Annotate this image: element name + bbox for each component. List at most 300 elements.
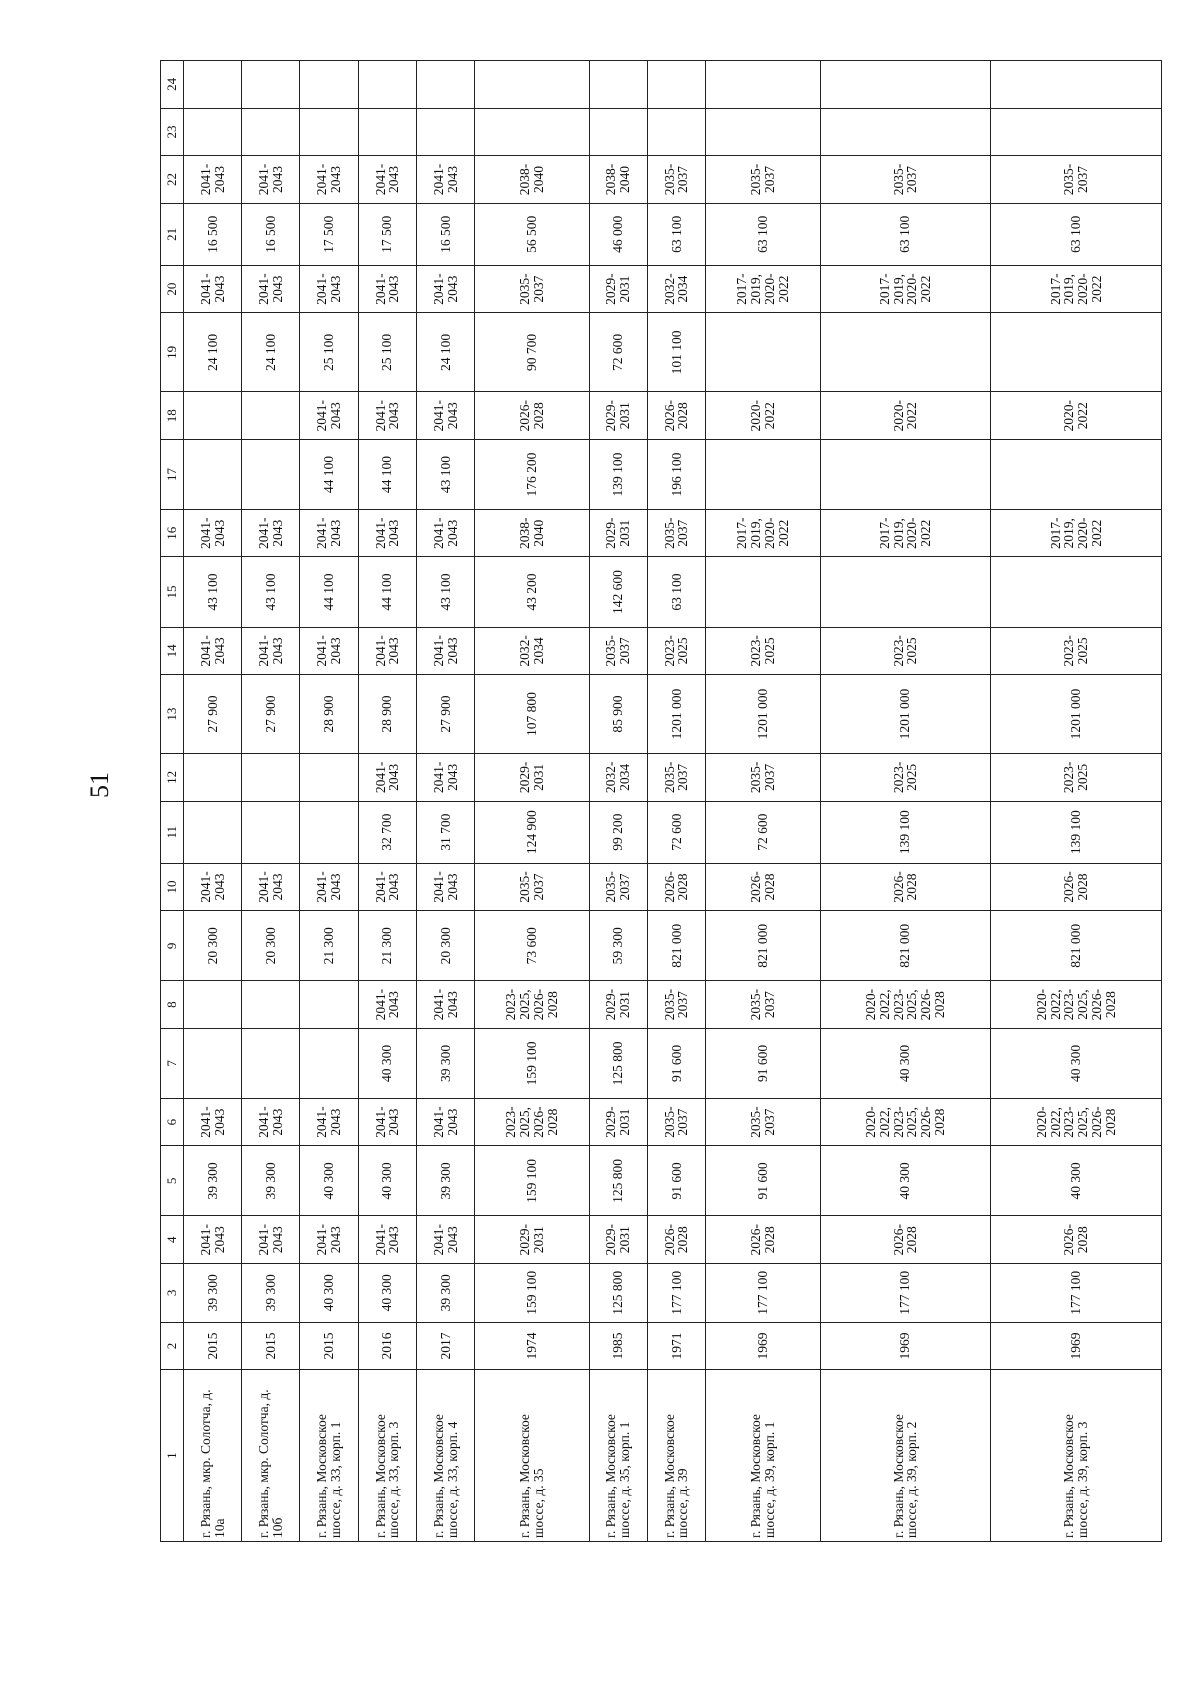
table-cell [242, 981, 300, 1028]
table-cell [300, 801, 358, 863]
table-cell: 39 300 [242, 1263, 300, 1322]
table-cell: 1201 000 [820, 675, 991, 754]
table-cell [300, 1028, 358, 1098]
table-cell: 2029-2031 [589, 510, 647, 557]
table-cell: 2041-2043 [358, 510, 416, 557]
table-cell: 2041-2043 [416, 392, 474, 439]
table-cell: 2041-2043 [242, 627, 300, 674]
table-cell: 2041-2043 [184, 265, 242, 312]
table-cell: 44 100 [300, 439, 358, 509]
table-cell: 40 300 [820, 1028, 991, 1098]
table-cell: 44 100 [358, 439, 416, 509]
table-cell: 139 100 [589, 439, 647, 509]
table-cell: 2026-2028 [647, 1216, 705, 1263]
table-cell: 21 300 [358, 911, 416, 981]
table-cell: 43 100 [416, 439, 474, 509]
table-cell: 39 300 [184, 1146, 242, 1216]
table-cell [706, 557, 820, 627]
table-cell: 2020-2022, 2023-2025, 2026-2028 [820, 981, 991, 1028]
table-cell: 2041-2043 [358, 754, 416, 801]
table-cell: 2026-2028 [475, 392, 589, 439]
column-header-1: 1 [161, 1370, 184, 1542]
table-cell [647, 108, 705, 155]
table-cell: 43 100 [416, 557, 474, 627]
address-cell: г. Рязань, мкр. Солотча, д. 10б [242, 1370, 300, 1542]
table-cell: 43 200 [475, 557, 589, 627]
table-cell: 20 300 [242, 911, 300, 981]
table-cell: 31 700 [416, 801, 474, 863]
table-cell: 2041-2043 [300, 510, 358, 557]
table-row [300, 61, 358, 1542]
table-cell [184, 981, 242, 1028]
table-cell: 16 500 [242, 203, 300, 265]
table-cell: 90 700 [475, 313, 589, 392]
table-cell: 2023-2025, 2026-2028 [475, 981, 589, 1028]
column-header-24: 24 [161, 61, 184, 109]
table-cell: 2035-2037 [647, 156, 705, 203]
table-row [184, 61, 242, 1542]
table-cell: 17 500 [300, 203, 358, 265]
table-cell: 72 600 [647, 801, 705, 863]
table-cell: 139 100 [991, 801, 1162, 863]
table-cell [820, 557, 991, 627]
table-cell [991, 108, 1162, 155]
address-cell: г. Рязань, Московское шоссе, д. 35, корп. 1 [589, 1370, 647, 1542]
table-cell [820, 313, 991, 392]
table-cell: 2041-2043 [358, 156, 416, 203]
table-cell: 2026-2028 [991, 863, 1162, 910]
table-row [820, 61, 991, 1542]
table-cell: 24 100 [416, 313, 474, 392]
column-header-23: 23 [161, 108, 184, 155]
table-cell: 2026-2028 [706, 863, 820, 910]
column-header-2: 2 [161, 1322, 184, 1369]
table-cell: 2041-2043 [416, 1216, 474, 1263]
table-cell: 821 000 [647, 911, 705, 981]
table-cell: 2041-2043 [416, 156, 474, 203]
table-cell: 43 100 [184, 557, 242, 627]
table-cell: 63 100 [647, 557, 705, 627]
table-cell: 20 300 [184, 911, 242, 981]
table-cell: 1201 000 [706, 675, 820, 754]
table-cell: 2041-2043 [184, 1098, 242, 1145]
column-header-18: 18 [161, 392, 184, 439]
column-header-20: 20 [161, 265, 184, 312]
column-header-7: 7 [161, 1028, 184, 1098]
table-cell: 2041-2043 [184, 510, 242, 557]
table-cell: 2035-2037 [706, 1098, 820, 1145]
table-cell: 2035-2037 [589, 863, 647, 910]
table-cell: 1971 [647, 1322, 705, 1369]
address-cell: г. Рязань, Московское шоссе, д. 39 [647, 1370, 705, 1542]
table-cell [820, 61, 991, 109]
table-cell: 2035-2037 [647, 754, 705, 801]
table-cell [991, 313, 1162, 392]
table-cell [242, 1028, 300, 1098]
column-header-13: 13 [161, 675, 184, 754]
table-cell: 2041-2043 [358, 1098, 416, 1145]
table-cell: 2020-2022 [706, 392, 820, 439]
table-cell: 2020-2022 [991, 392, 1162, 439]
table-cell: 2023-2025 [820, 627, 991, 674]
table-cell: 2032-2034 [589, 754, 647, 801]
table-cell: 2038-2040 [475, 510, 589, 557]
table-cell: 39 300 [416, 1028, 474, 1098]
address-cell: г. Рязань, Московское шоссе, д. 33, корп. 3 [358, 1370, 416, 1542]
table-cell: 2023-2025 [820, 754, 991, 801]
table-cell: 2017-2019, 2020-2022 [991, 510, 1162, 557]
table-cell: 28 900 [358, 675, 416, 754]
table-cell: 2029-2031 [475, 754, 589, 801]
table-cell [184, 754, 242, 801]
table-cell: 2041-2043 [358, 392, 416, 439]
table-cell [706, 108, 820, 155]
table-cell [358, 108, 416, 155]
table-cell: 40 300 [300, 1146, 358, 1216]
table-cell: 25 100 [358, 313, 416, 392]
table-cell: 2041-2043 [242, 265, 300, 312]
column-header-17: 17 [161, 439, 184, 509]
table-cell [589, 61, 647, 109]
table-row [706, 61, 820, 1542]
table-cell: 2026-2028 [647, 863, 705, 910]
table-cell: 39 300 [184, 1263, 242, 1322]
table-cell: 2035-2037 [647, 1098, 705, 1145]
table-cell [242, 61, 300, 109]
table-cell [184, 1028, 242, 1098]
table-cell: 20 300 [416, 911, 474, 981]
table-cell: 2035-2037 [706, 981, 820, 1028]
table-cell: 2029-2031 [589, 392, 647, 439]
table-cell [358, 61, 416, 109]
table-row [589, 61, 647, 1542]
column-header-3: 3 [161, 1263, 184, 1322]
table-cell: 2041-2043 [358, 627, 416, 674]
table-cell: 2026-2028 [820, 863, 991, 910]
table-cell: 139 100 [820, 801, 991, 863]
table-cell: 2029-2031 [589, 265, 647, 312]
table-cell: 2041-2043 [358, 1216, 416, 1263]
table-row [647, 61, 705, 1542]
table-cell: 2041-2043 [184, 863, 242, 910]
table-cell: 2035-2037 [475, 863, 589, 910]
table-cell: 2041-2043 [300, 156, 358, 203]
table-cell [706, 439, 820, 509]
table-cell: 59 300 [589, 911, 647, 981]
column-header-15: 15 [161, 557, 184, 627]
column-header-19: 19 [161, 313, 184, 392]
table-cell: 24 100 [184, 313, 242, 392]
table-row [358, 61, 416, 1542]
table-cell: 2041-2043 [416, 981, 474, 1028]
table-cell: 40 300 [300, 1263, 358, 1322]
table-cell: 2017-2019, 2020-2022 [706, 510, 820, 557]
table-cell [184, 801, 242, 863]
table-cell [300, 754, 358, 801]
table-cell: 2041-2043 [416, 627, 474, 674]
table-cell: 27 900 [242, 675, 300, 754]
table-cell: 2017-2019, 2020-2022 [820, 265, 991, 312]
table-cell: 40 300 [820, 1146, 991, 1216]
table-cell [647, 61, 705, 109]
table-cell: 63 100 [991, 203, 1162, 265]
table-cell: 40 300 [358, 1028, 416, 1098]
table-cell: 72 600 [706, 801, 820, 863]
table-cell: 101 100 [647, 313, 705, 392]
table-cell: 125 800 [589, 1263, 647, 1322]
table-cell: 2026-2028 [820, 1216, 991, 1263]
table-cell: 2041-2043 [416, 510, 474, 557]
table-cell: 43 100 [242, 557, 300, 627]
table-cell: 142 600 [589, 557, 647, 627]
table-cell: 2035-2037 [647, 981, 705, 1028]
table-cell: 2041-2043 [242, 863, 300, 910]
table-cell: 91 600 [706, 1028, 820, 1098]
table-cell: 2026-2028 [647, 392, 705, 439]
table-cell: 2023-2025, 2026-2028 [475, 1098, 589, 1145]
table-cell: 2041-2043 [300, 1216, 358, 1263]
table-row [475, 61, 589, 1542]
table-cell: 99 200 [589, 801, 647, 863]
table-cell: 2041-2043 [300, 627, 358, 674]
table-cell: 1201 000 [991, 675, 1162, 754]
table-cell: 73 600 [475, 911, 589, 981]
table-cell: 2041-2043 [416, 863, 474, 910]
table-cell: 91 600 [647, 1146, 705, 1216]
table-cell [242, 754, 300, 801]
table-cell [416, 61, 474, 109]
table-cell: 107 800 [475, 675, 589, 754]
table-cell: 2041-2043 [416, 1098, 474, 1145]
table-cell: 63 100 [820, 203, 991, 265]
table-cell: 2017-2019, 2020-2022 [991, 265, 1162, 312]
table-cell: 2017 [416, 1322, 474, 1369]
table-cell: 91 600 [706, 1146, 820, 1216]
table-cell [184, 61, 242, 109]
table-cell: 176 200 [475, 439, 589, 509]
table-cell: 2023-2025 [991, 754, 1162, 801]
table-cell: 2041-2043 [358, 863, 416, 910]
table-cell: 1985 [589, 1322, 647, 1369]
table-cell [991, 439, 1162, 509]
table-cell [820, 439, 991, 509]
table-cell: 2035-2037 [647, 510, 705, 557]
table-cell: 177 100 [647, 1263, 705, 1322]
table-cell: 821 000 [820, 911, 991, 981]
table-cell: 46 000 [589, 203, 647, 265]
table-container [160, 60, 1162, 1542]
table-cell: 25 100 [300, 313, 358, 392]
page-number: 51 [85, 772, 114, 798]
table-cell: 2032-2034 [475, 627, 589, 674]
table-cell: 2041-2043 [242, 156, 300, 203]
column-header-6: 6 [161, 1098, 184, 1145]
table-cell: 2020-2022, 2023-2025, 2026-2028 [820, 1098, 991, 1145]
table-cell: 2041-2043 [358, 265, 416, 312]
table-cell: 39 300 [416, 1146, 474, 1216]
table-cell: 124 900 [475, 801, 589, 863]
table-cell: 2035-2037 [589, 627, 647, 674]
table-cell [242, 108, 300, 155]
table-cell [184, 392, 242, 439]
column-header-5: 5 [161, 1146, 184, 1216]
table-cell: 2032-2034 [647, 265, 705, 312]
table-cell [242, 801, 300, 863]
table-cell: 2041-2043 [184, 156, 242, 203]
table-cell: 2041-2043 [242, 510, 300, 557]
table-cell [820, 108, 991, 155]
table-cell [300, 61, 358, 109]
table-cell: 159 100 [475, 1028, 589, 1098]
table-cell [184, 439, 242, 509]
table-cell: 2020-2022, 2023-2025, 2026-2028 [991, 1098, 1162, 1145]
column-header-9: 9 [161, 911, 184, 981]
header-row [161, 61, 184, 1542]
table-cell: 40 300 [991, 1028, 1162, 1098]
table-cell [300, 981, 358, 1028]
table-cell: 177 100 [820, 1263, 991, 1322]
table-cell: 2020-2022 [820, 392, 991, 439]
column-header-4: 4 [161, 1216, 184, 1263]
table-cell [475, 108, 589, 155]
table-cell: 1974 [475, 1322, 589, 1369]
table-cell: 72 600 [589, 313, 647, 392]
table-cell [416, 108, 474, 155]
table-cell: 2035-2037 [475, 265, 589, 312]
table-cell: 63 100 [647, 203, 705, 265]
table-cell: 2041-2043 [242, 1216, 300, 1263]
table-cell: 2026-2028 [991, 1216, 1162, 1263]
table-cell: 39 300 [416, 1263, 474, 1322]
address-cell: г. Рязань, Московское шоссе, д. 39, корп. 1 [706, 1370, 820, 1542]
rotated-table-frame [160, 60, 1162, 1542]
table-cell: 21 300 [300, 911, 358, 981]
table-cell: 85 900 [589, 675, 647, 754]
table-cell: 821 000 [991, 911, 1162, 981]
table-cell: 17 500 [358, 203, 416, 265]
table-cell: 39 300 [242, 1146, 300, 1216]
table-cell: 2017-2019, 2020-2022 [820, 510, 991, 557]
table-cell [589, 108, 647, 155]
table-cell: 2029-2031 [589, 1098, 647, 1145]
table-cell: 2041-2043 [416, 754, 474, 801]
table-cell: 2041-2043 [184, 627, 242, 674]
table-cell: 125 800 [589, 1028, 647, 1098]
table-cell: 2023-2025 [647, 627, 705, 674]
table-cell [475, 61, 589, 109]
table-cell: 27 900 [184, 675, 242, 754]
column-header-21: 21 [161, 203, 184, 265]
address-cell: г. Рязань, Московское шоссе, д. 39, корп. 3 [991, 1370, 1162, 1542]
table-row [991, 61, 1162, 1542]
table-body [184, 61, 1162, 1542]
table-cell: 28 900 [300, 675, 358, 754]
table-cell: 63 100 [706, 203, 820, 265]
table-cell: 40 300 [358, 1146, 416, 1216]
table-cell: 177 100 [706, 1263, 820, 1322]
table-cell [706, 313, 820, 392]
address-cell: г. Рязань, Московское шоссе, д. 33, корп. 4 [416, 1370, 474, 1542]
address-cell: г. Рязань, мкр. Солотча, д. 10а [184, 1370, 242, 1542]
table-cell: 159 100 [475, 1146, 589, 1216]
table-cell: 32 700 [358, 801, 416, 863]
table-cell: 821 000 [706, 911, 820, 981]
table-row [416, 61, 474, 1542]
table-cell: 2029-2031 [475, 1216, 589, 1263]
column-header-11: 11 [161, 801, 184, 863]
address-cell: г. Рязань, Московское шоссе, д. 39, корп. 2 [820, 1370, 991, 1542]
table-cell: 44 100 [358, 557, 416, 627]
table-cell: 2041-2043 [242, 1098, 300, 1145]
table-cell: 2023-2025 [706, 627, 820, 674]
table-cell: 16 500 [416, 203, 474, 265]
table-cell: 2035-2037 [706, 754, 820, 801]
column-header-16: 16 [161, 510, 184, 557]
table-cell [242, 439, 300, 509]
table-cell: 2041-2043 [300, 863, 358, 910]
address-cell: г. Рязань, Московское шоссе, д. 35 [475, 1370, 589, 1542]
table-cell: 91 600 [647, 1028, 705, 1098]
table-cell: 2035-2037 [706, 156, 820, 203]
table-cell: 2029-2031 [589, 981, 647, 1028]
table-cell: 2016 [358, 1322, 416, 1369]
table-cell: 27 900 [416, 675, 474, 754]
table-cell: 2035-2037 [820, 156, 991, 203]
table-cell: 2041-2043 [416, 265, 474, 312]
table-cell: 159 100 [475, 1263, 589, 1322]
table-cell: 1969 [820, 1322, 991, 1369]
table-cell: 2015 [184, 1322, 242, 1369]
table-cell: 1201 000 [647, 675, 705, 754]
table-cell: 24 100 [242, 313, 300, 392]
table-cell: 2023-2025 [991, 627, 1162, 674]
table-row [242, 61, 300, 1542]
table-cell: 16 500 [184, 203, 242, 265]
table-cell: 2041-2043 [300, 265, 358, 312]
table-cell: 2041-2043 [300, 392, 358, 439]
table-cell [991, 61, 1162, 109]
table-cell [300, 108, 358, 155]
table-cell: 2020-2022, 2023-2025, 2026-2028 [991, 981, 1162, 1028]
table-cell: 44 100 [300, 557, 358, 627]
column-header-12: 12 [161, 754, 184, 801]
table-cell: 196 100 [647, 439, 705, 509]
table-cell: 40 300 [358, 1263, 416, 1322]
data-table [160, 60, 1162, 1542]
table-cell: 2041-2043 [184, 1216, 242, 1263]
table-cell: 1969 [991, 1322, 1162, 1369]
table-cell: 177 100 [991, 1263, 1162, 1322]
table-cell: 125 800 [589, 1146, 647, 1216]
column-header-14: 14 [161, 627, 184, 674]
table-cell: 2038-2040 [475, 156, 589, 203]
column-header-10: 10 [161, 863, 184, 910]
table-cell: 2015 [242, 1322, 300, 1369]
table-cell [184, 108, 242, 155]
table-cell [991, 557, 1162, 627]
table-cell: 40 300 [991, 1146, 1162, 1216]
table-cell: 2029-2031 [589, 1216, 647, 1263]
table-cell: 1969 [706, 1322, 820, 1369]
table-cell: 2035-2037 [991, 156, 1162, 203]
table-cell [706, 61, 820, 109]
table-cell: 2041-2043 [300, 1098, 358, 1145]
column-header-22: 22 [161, 156, 184, 203]
table-cell: 2038-2040 [589, 156, 647, 203]
column-header-8: 8 [161, 981, 184, 1028]
table-cell: 2041-2043 [358, 981, 416, 1028]
table-cell: 2026-2028 [706, 1216, 820, 1263]
